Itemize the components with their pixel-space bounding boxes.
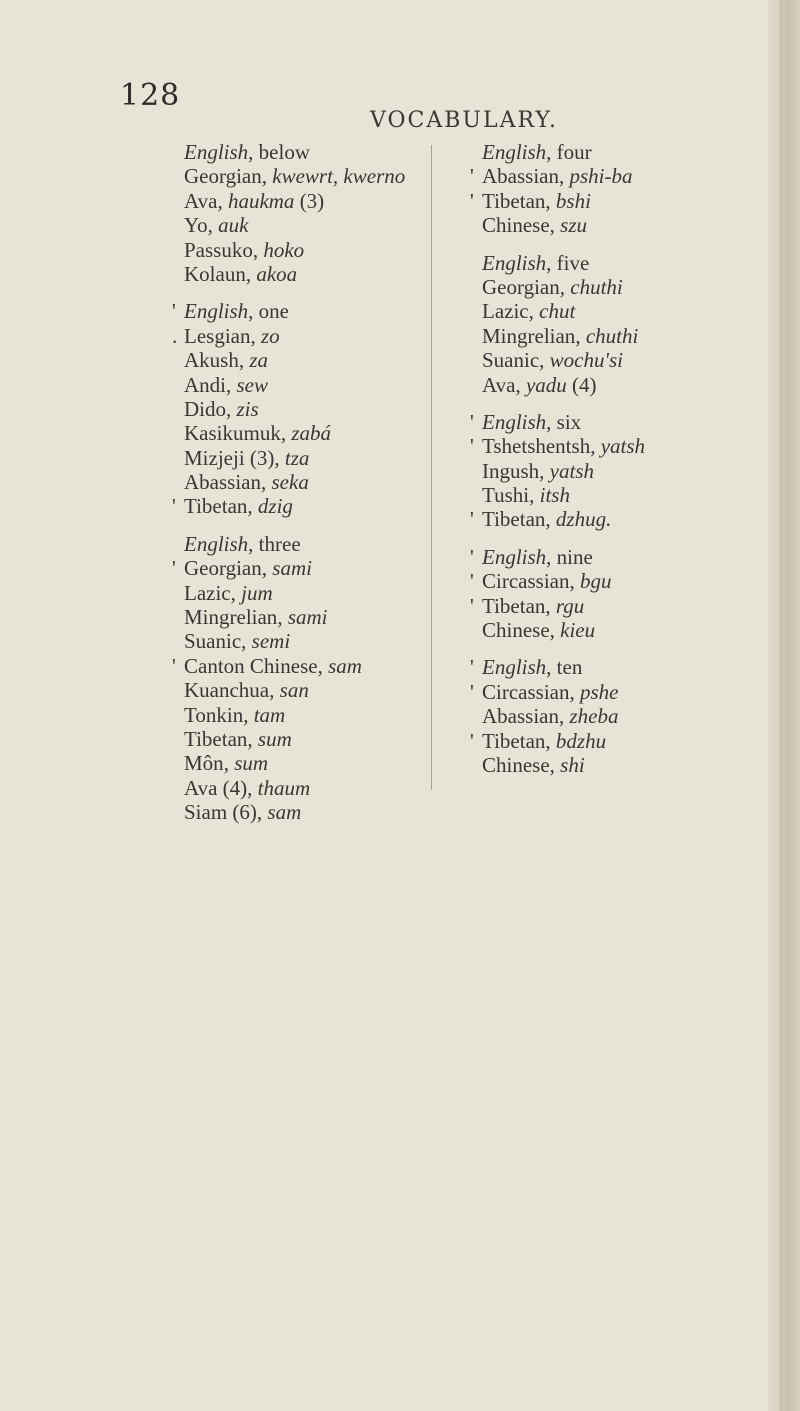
language-name: Andi — [184, 372, 226, 397]
vocab-word: itsh — [539, 483, 570, 508]
language-name: Tibetan — [482, 188, 546, 213]
vocab-entry — [184, 776, 424, 800]
language-name: Mizjeji (3) — [184, 445, 275, 470]
entry-separator: , — [247, 775, 258, 800]
vocab-entry — [184, 373, 424, 397]
vocab-word: dzhug. — [555, 507, 612, 532]
vocab-entry — [184, 238, 424, 262]
vocab-word: zabá — [291, 421, 332, 446]
vocab-entry — [184, 703, 424, 727]
language-name: Suanic — [184, 629, 242, 654]
vocab-entry — [470, 164, 782, 189]
vocab-word: sami — [272, 556, 312, 581]
language-name: Ava — [184, 188, 218, 213]
vocab-entry — [470, 507, 782, 532]
vocab-entry — [470, 569, 782, 594]
entry-marker: ' — [172, 556, 176, 581]
vocab-entry — [184, 189, 424, 213]
entry-marker: ' — [470, 593, 474, 618]
language-name: Chinese — [482, 752, 550, 777]
vocab-word: zo — [260, 323, 280, 348]
heading-gloss: ten — [556, 655, 583, 680]
group-heading — [470, 655, 782, 680]
heading-separator: , — [546, 140, 557, 164]
heading-word: English — [482, 250, 547, 275]
language-name: Chinese — [482, 618, 550, 643]
vocab-entry — [482, 704, 782, 728]
entry-marker: ' — [470, 679, 474, 704]
vocab-entry — [184, 164, 424, 188]
vocab-entry — [184, 629, 424, 653]
heading-gloss: three — [258, 531, 301, 556]
vocab-group — [470, 655, 782, 777]
language-name: Passuko — [184, 237, 253, 262]
entry-separator: , — [247, 726, 258, 751]
language-name: Georgian — [184, 164, 262, 189]
vocab-word: kwewrt, kwerno — [272, 164, 406, 189]
language-name: Mingrelian — [184, 605, 278, 630]
group-heading — [184, 140, 424, 164]
vocab-word: seka — [271, 470, 309, 495]
entry-separator: , — [280, 421, 292, 446]
vocab-entry — [470, 434, 782, 459]
vocab-entry — [482, 213, 782, 237]
vocab-word: bshi — [555, 188, 591, 213]
language-name: Lesgian — [184, 323, 251, 348]
entry-separator: , — [545, 507, 556, 532]
right-column — [470, 140, 782, 790]
entry-marker: ' — [172, 653, 176, 678]
vocab-word: yatsh — [549, 458, 594, 483]
entry-separator: , — [529, 483, 540, 508]
language-name: Tshetshentsh — [482, 434, 591, 459]
language-name: Kolaun — [184, 261, 246, 286]
vocab-entry — [172, 494, 424, 519]
entry-marker: ' — [470, 164, 474, 189]
vocab-word: chuthi — [570, 274, 623, 299]
language-name: Georgian — [482, 274, 560, 299]
entry-separator: , — [559, 704, 570, 729]
group-heading — [470, 409, 782, 434]
language-name: Kasikumuk — [184, 421, 281, 446]
entry-marker: . — [172, 323, 178, 348]
entry-separator: , — [252, 237, 264, 262]
language-name: Chinese — [482, 213, 550, 238]
heading-gloss: four — [556, 140, 592, 164]
heading-word: English — [482, 544, 547, 569]
entry-separator: , — [559, 274, 571, 299]
language-name: Abassian — [482, 164, 559, 189]
group-heading — [184, 532, 424, 556]
vocab-word: sam — [328, 653, 362, 678]
heading-gloss: one — [258, 299, 289, 324]
language-name: Kuanchua — [184, 678, 270, 703]
entry-separator: , — [243, 702, 254, 727]
language-name: Dido — [184, 396, 226, 421]
vocab-group — [482, 251, 782, 397]
heading-word: English — [184, 299, 249, 324]
vocab-entry — [482, 618, 782, 642]
vocab-word: yadu — [525, 372, 567, 397]
entry-separator: , — [549, 618, 561, 643]
vocab-group — [470, 409, 782, 532]
language-name: Tibetan — [482, 728, 546, 753]
entry-separator: , — [274, 445, 285, 470]
entry-separator: , — [515, 372, 526, 397]
entry-marker: ' — [470, 507, 474, 532]
vocab-entry — [482, 459, 782, 483]
vocab-word: tam — [253, 702, 286, 727]
entry-separator: , — [528, 299, 540, 324]
language-name: Yo — [184, 213, 208, 238]
entry-separator: , — [317, 653, 329, 678]
vocab-entry — [184, 397, 424, 421]
vocab-entry — [172, 653, 424, 678]
heading-word: English — [184, 531, 249, 556]
vocab-group — [470, 544, 782, 643]
language-name: Lazic — [184, 580, 231, 605]
vocab-word: sum — [257, 726, 292, 751]
entry-marker: ' — [470, 188, 474, 213]
vocab-word: pshi-ba — [569, 164, 633, 189]
heading-separator: , — [546, 409, 557, 434]
vocab-entry — [184, 727, 424, 751]
vocab-entry — [470, 188, 782, 213]
entry-marker: ' — [470, 544, 474, 569]
heading-separator: , — [248, 140, 259, 164]
vocab-entry — [482, 348, 782, 372]
heading-separator: , — [248, 299, 259, 324]
heading-word: English — [482, 655, 547, 680]
language-name: Tibetan — [482, 507, 546, 532]
vocab-entry — [184, 470, 424, 494]
vocab-entry — [184, 446, 424, 470]
heading-gloss: nine — [556, 544, 593, 569]
vocab-word: dzig — [257, 494, 293, 519]
entry-note: (4) — [566, 372, 597, 397]
entry-note: (3) — [294, 188, 325, 213]
language-name: Abassian — [184, 470, 261, 495]
vocab-word: chuthi — [585, 323, 639, 348]
entry-separator: , — [559, 164, 570, 189]
heading-separator: , — [546, 655, 557, 680]
vocab-word: semi — [251, 629, 291, 654]
entry-separator: , — [217, 188, 228, 213]
language-name: Lazic — [482, 299, 529, 324]
vocab-word: bdzhu — [555, 728, 607, 753]
vocab-entry — [470, 593, 782, 618]
entry-separator: , — [539, 458, 550, 483]
entry-separator: , — [545, 188, 556, 213]
vocab-entry — [184, 348, 424, 372]
vocab-group — [172, 299, 424, 519]
vocab-entry — [172, 323, 424, 348]
vocab-entry — [184, 678, 424, 702]
entry-separator: , — [256, 800, 268, 825]
vocab-word: auk — [218, 213, 249, 238]
vocab-entry — [184, 421, 424, 445]
entry-separator: , — [261, 164, 273, 189]
vocab-word: thaum — [257, 775, 311, 800]
group-heading — [470, 544, 782, 569]
vocab-word: san — [279, 678, 309, 703]
entry-marker: ' — [172, 299, 176, 324]
language-name: Canton Chinese — [184, 653, 318, 678]
vocab-word: akoa — [256, 261, 298, 286]
vocab-word: szu — [560, 213, 588, 238]
vocab-group — [184, 140, 424, 286]
vocab-entry — [184, 605, 424, 629]
heading-separator: , — [546, 544, 557, 569]
entry-separator: , — [549, 752, 561, 777]
left-column — [172, 140, 424, 838]
entry-separator: , — [261, 556, 273, 581]
vocab-entry — [482, 275, 782, 299]
vocab-entry — [172, 556, 424, 581]
language-name: Circassian — [482, 569, 570, 594]
vocab-entry — [482, 373, 782, 397]
entry-separator: , — [575, 323, 586, 348]
language-name: Tibetan — [184, 726, 248, 751]
vocab-word: haukma — [227, 188, 295, 213]
language-name: Akush — [184, 348, 239, 373]
language-name: Tibetan — [482, 593, 546, 618]
vocab-entry — [482, 753, 782, 777]
entry-separator: , — [247, 494, 258, 519]
entry-separator: , — [207, 213, 219, 238]
language-name: Ava (4) — [184, 775, 248, 800]
vocab-entry — [470, 728, 782, 753]
language-name: Abassian — [482, 704, 559, 729]
entry-separator: , — [539, 348, 550, 373]
language-name: Suanic — [482, 348, 540, 373]
vocab-entry — [184, 262, 424, 286]
language-name: Circassian — [482, 679, 570, 704]
heading-gloss: six — [556, 409, 582, 434]
vocab-word: chut — [539, 299, 576, 324]
language-name: Tonkin — [184, 702, 244, 727]
entry-separator: , — [569, 569, 580, 594]
language-name: Tushi — [482, 483, 530, 508]
vocab-word: rgu — [555, 593, 585, 618]
entry-marker: ' — [470, 569, 474, 594]
entry-separator: , — [241, 629, 252, 654]
vocab-word: hoko — [263, 237, 305, 262]
vocab-word: sami — [287, 605, 328, 630]
entry-marker: ' — [470, 728, 474, 753]
entry-marker: ' — [470, 409, 474, 434]
column-divider — [431, 145, 432, 790]
heading-gloss: below — [258, 140, 310, 164]
vocab-word: zis — [236, 396, 259, 421]
language-name: Ingush — [482, 458, 540, 483]
entry-separator: , — [245, 261, 257, 286]
language-name: Tibetan — [184, 494, 248, 519]
entry-separator: , — [277, 605, 288, 630]
language-name: Siam (6) — [184, 800, 257, 825]
vocab-entry — [184, 751, 424, 775]
vocab-word: sam — [267, 800, 302, 825]
heading-word: English — [482, 140, 547, 164]
vocab-entry — [470, 679, 782, 704]
vocab-entry — [482, 324, 782, 348]
vocab-word: pshe — [579, 679, 619, 704]
vocab-word: za — [249, 348, 269, 373]
vocab-word: sew — [236, 372, 268, 397]
vocab-word: tza — [284, 445, 310, 470]
vocab-word: shi — [560, 752, 585, 777]
entry-separator: , — [269, 678, 280, 703]
entry-separator: , — [261, 470, 272, 495]
vocab-entry — [184, 213, 424, 237]
heading-word: English — [482, 409, 547, 434]
heading-word: English — [184, 140, 249, 164]
entry-separator: , — [569, 679, 580, 704]
vocab-word: sum — [234, 751, 269, 776]
entry-separator: , — [238, 348, 250, 373]
vocab-entry — [184, 800, 424, 824]
language-name: Mingrelian — [482, 323, 576, 348]
vocab-group — [470, 140, 782, 238]
entry-separator: , — [226, 372, 237, 397]
entry-separator: , — [549, 213, 561, 238]
entry-separator: , — [545, 593, 556, 618]
heading-separator: , — [546, 250, 557, 275]
vocab-word: zheba — [569, 704, 619, 729]
language-name: Môn — [184, 751, 224, 776]
page-number: 128 — [120, 78, 181, 113]
running-head: VOCABULARY. — [370, 108, 559, 133]
entry-separator: , — [250, 323, 261, 348]
group-heading — [482, 140, 782, 164]
group-heading — [482, 251, 782, 275]
heading-gloss: five — [556, 250, 590, 275]
vocab-word: yatsh — [600, 434, 646, 459]
entry-marker: ' — [172, 494, 176, 519]
vocab-word: kieu — [560, 618, 596, 643]
vocab-word: wochu'si — [549, 348, 623, 373]
vocab-word: bgu — [579, 569, 612, 594]
entry-separator: , — [226, 396, 237, 421]
entry-separator: , — [590, 434, 601, 459]
entry-marker: ' — [470, 655, 474, 680]
entry-separator: , — [223, 751, 235, 776]
vocab-word: jum — [241, 580, 273, 605]
language-name: Ava — [482, 372, 516, 397]
vocab-entry — [184, 581, 424, 605]
vocab-entry — [482, 483, 782, 507]
vocab-group — [172, 531, 424, 825]
language-name: Georgian — [184, 556, 262, 581]
entry-marker: ' — [470, 434, 474, 459]
entry-separator: , — [545, 728, 556, 753]
group-heading — [172, 299, 424, 324]
vocab-entry — [482, 299, 782, 323]
heading-separator: , — [248, 531, 259, 556]
entry-separator: , — [230, 580, 242, 605]
